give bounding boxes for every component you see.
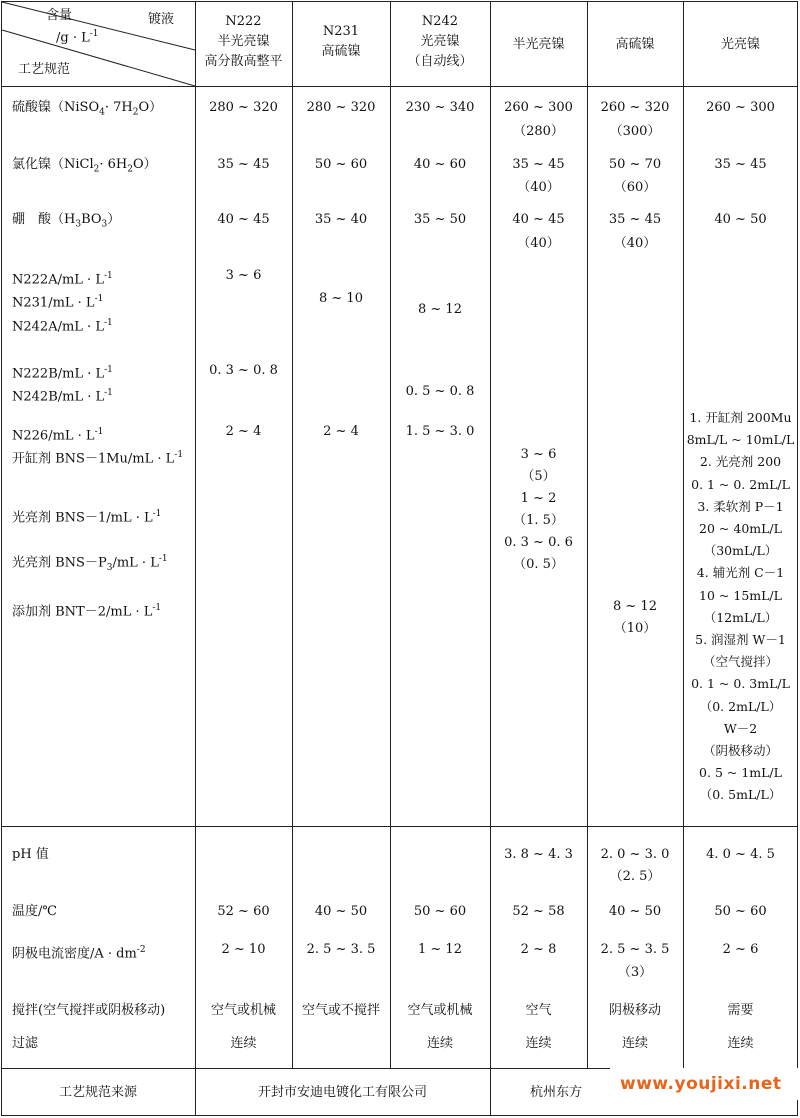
value-cell: 3 ~ 6	[225, 268, 262, 283]
label-bns-1: 光亮剂 $BNS-1/mL \cdot L^{-1}$	[12, 509, 162, 526]
source-right: 杭州东方	[530, 1085, 583, 1100]
label-bns-1mu: 开缸剂 $BNS-1Mu/mL \cdot L^{-1}$	[12, 450, 184, 467]
label-nickel-chloride: 氯化镍（NiCl$_2$· $6H_2O$）	[12, 157, 157, 175]
source-left: 开封市安迪电镀化工有限公司	[257, 1085, 427, 1100]
column-header-n231: N231 高硫镍	[321, 24, 361, 59]
value-cell: 1 ~ 12	[418, 942, 462, 957]
value-cell: 2. 5 ~ 3. 5	[600, 942, 670, 957]
value-cell: 2 ~ 10	[221, 942, 266, 957]
label-stirring: 搅拌(空气搅拌或阴极移动)	[12, 1003, 166, 1018]
value-cell: 8 ~ 12	[418, 302, 462, 317]
value-cell: 260 ~ 300	[706, 100, 775, 115]
preferred-value: （40）	[613, 236, 657, 251]
corner-content-label: 含量	[46, 8, 73, 23]
value-cell: 3. 8 ~ 4. 3	[504, 847, 573, 862]
value-cell: 40 ~ 45	[512, 212, 565, 227]
value-cell: 35 ~ 50	[413, 212, 467, 227]
value-cell: 1. 5 ~ 3. 0	[405, 424, 475, 439]
value-cell: 260 ~ 320	[600, 100, 670, 115]
value-cell: 40 ~ 50	[608, 904, 662, 919]
preferred-value: （300）	[609, 124, 661, 139]
value-cell: 4. 0 ~ 4. 5	[706, 847, 775, 862]
label-n222a: $N222A/mL \cdot L^{-1}$	[12, 271, 113, 288]
corner-process-label: 工艺规范	[18, 62, 71, 77]
value-cell: 2 ~ 8	[520, 942, 557, 957]
label-source: 工艺规范来源	[58, 1085, 137, 1100]
label-n222b: $N222B/mL \cdot L^{-1}$	[12, 365, 113, 382]
value-cell: 40 ~ 45	[217, 212, 270, 227]
label-temperature: 温度/℃	[12, 904, 57, 919]
label-nickel-sulfate: 硫酸镍（NiSO$_4$· $7H_2O$）	[12, 100, 163, 118]
column-header-n222: N222 半光亮镍 高分散高整平	[204, 14, 283, 69]
label-n231: $N231/mL \cdot L^{-1}$	[12, 294, 104, 311]
label-n242a: $N242A/mL \cdot L^{-1}$	[12, 318, 113, 335]
value-cell: 连续	[525, 1036, 552, 1051]
preferred-value: （3）	[617, 965, 653, 980]
bright-additive-list: 1. 开缸剂 200Mu 8mL/L ~ 10mL/L 2. 光亮剂 200 0. 1 ~ 0. 2mL/L 3. 柔软剂 P－1 20 ~ 40mL/L （30mL/L） 4. 辅光剂 C－1 10 ~ 15mL/L （12mL/L） 5. 润湿剂 W－1 （空气搅拌） 0. 1 ~ 0. 3mL/L （0. 2mL/L） W－2 （阴极移动） 0. 5 ~ 1mL/L （0. 5mL/L）	[686, 410, 795, 803]
corner-unit-label: $/g \cdot L^{-1}$	[56, 29, 99, 46]
label-n226: $N226/mL \cdot L^{-1}$	[12, 427, 104, 444]
preferred-value: （2. 5）	[609, 869, 661, 884]
value-cell: 阴极移动	[608, 1003, 661, 1018]
label-n242b: $N242B/mL \cdot L^{-1}$	[12, 388, 113, 405]
value-cell: 2 ~ 4	[225, 424, 262, 439]
value-cell: 连续	[426, 1036, 453, 1051]
value-cell: 50 ~ 60	[314, 157, 368, 172]
value-cell: 52 ~ 60	[217, 904, 270, 919]
value-cell: 35 ~ 45	[512, 157, 565, 172]
value-cell: 50 ~ 70	[608, 157, 662, 172]
high-sulfur-additive-values: 8 ~ 12 （10）	[613, 599, 657, 636]
preferred-value: （60）	[613, 180, 657, 195]
column-header-high-sulfur: 高硫镍	[615, 37, 655, 52]
preferred-value: （40）	[517, 236, 560, 251]
column-header-semi-bright: 半光亮镍	[512, 37, 565, 52]
value-cell: 280 ~ 320	[209, 100, 278, 115]
label-ph: pH 值	[12, 847, 49, 862]
label-bnt-2: 添加剂 $BNT-2/mL \cdot L^{-1}$	[12, 603, 162, 620]
column-header-bright: 光亮镍	[720, 37, 760, 52]
value-cell: 需要	[727, 1003, 754, 1018]
value-cell: 空气或机械	[210, 1003, 276, 1018]
value-cell: 230 ~ 340	[405, 100, 475, 115]
value-cell: 35 ~ 45	[217, 157, 270, 172]
value-cell: 空气	[525, 1003, 552, 1018]
value-cell: 8 ~ 10	[319, 291, 363, 306]
label-current-density: 阴极电流密度$/A \cdot dm^{-2}$	[12, 945, 146, 962]
label-bns-p3: 光亮剂 $BNS-P_3/mL \cdot L^{-1}$	[12, 554, 168, 573]
value-cell: 2 ~ 6	[722, 942, 759, 957]
value-cell: 2 ~ 4	[323, 424, 359, 439]
value-cell: 50 ~ 60	[413, 904, 467, 919]
value-cell: 空气或机械	[407, 1003, 473, 1018]
value-cell: 连续	[230, 1036, 257, 1051]
column-header-n242: N242 光亮镍 （自动线）	[407, 14, 473, 69]
value-cell: 0. 3 ~ 0. 8	[209, 363, 278, 378]
corner-bath-label: 镀液	[148, 12, 175, 27]
value-cell: 连续	[621, 1036, 648, 1051]
preferred-value: （40）	[517, 180, 560, 195]
value-cell: 2. 5 ~ 3. 5	[306, 942, 376, 957]
watermark: www.youjixi.net	[610, 1068, 798, 1100]
value-cell: 35 ~ 45	[608, 212, 662, 227]
value-cell: 2. 0 ~ 3. 0	[600, 847, 670, 862]
label-filtration: 过滤	[12, 1036, 39, 1051]
preferred-value: （280）	[513, 124, 564, 139]
semi-bright-additive-values: 3 ~ 6 （5） 1 ~ 2 （1. 5） 0. 3 ~ 0. 6 （0. 5）	[504, 447, 573, 572]
value-cell: 35 ~ 40	[314, 212, 368, 227]
value-cell: 52 ~ 58	[512, 904, 565, 919]
value-cell: 空气或不搅拌	[301, 1003, 380, 1018]
value-cell: 40 ~ 60	[413, 157, 467, 172]
value-cell: 280 ~ 320	[306, 100, 376, 115]
value-cell: 0. 5 ~ 0. 8	[405, 384, 475, 399]
value-cell: 40 ~ 50	[314, 904, 368, 919]
value-cell: 35 ~ 45	[714, 157, 767, 172]
value-cell: 连续	[727, 1036, 754, 1051]
label-boric-acid: 硼 酸$(H_3BO_3)$	[12, 212, 121, 230]
value-cell: 50 ~ 60	[714, 904, 767, 919]
value-cell: 40 ~ 50	[714, 212, 767, 227]
value-cell: 260 ~ 300	[504, 100, 573, 115]
